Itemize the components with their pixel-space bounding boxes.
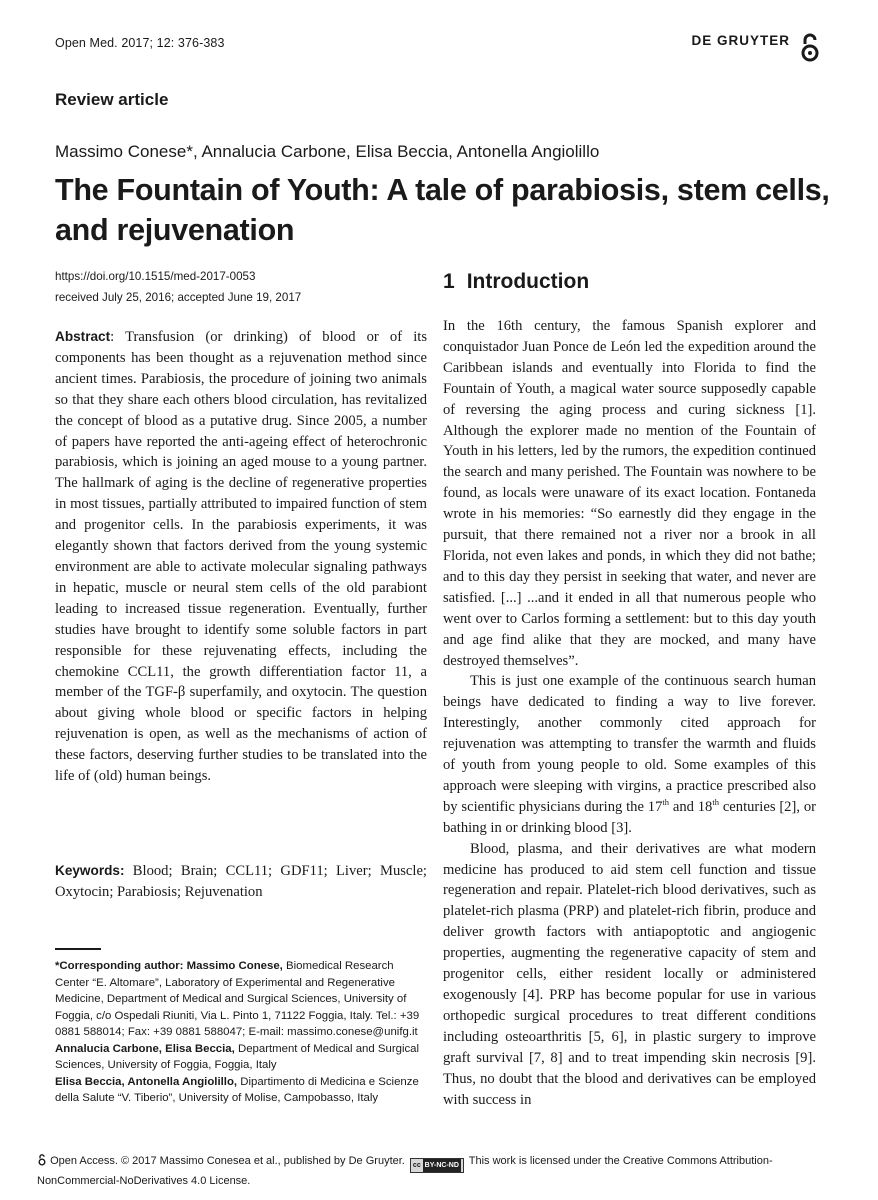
affiliation-text: Department of Medical and Surgical Sciences, University of Foggia, Foggia, Italy bbox=[55, 1042, 420, 1071]
affiliation-text: Dipartimento di Medicina e Scienze della Salute “V. Tiberio”, University of Molise, Campobasso, Italy bbox=[55, 1075, 419, 1104]
intro-paragraph-3: Blood, plasma, and their derivatives are what modern medicine has produced to aid stem cell function and tissue regeneration and repair. Platelet-rich blood derivatives, such as platelet-rich plasma (PRP) and platelet-rich fibrin, produce and deliver growth factors with antiapoptotic and angiogenic properties, augmenting the regenerative capacity of stem and progenitor cells, either resident locally or administered exogenously [4]. PRP has become popular for use in various orthopedic surgical procedures to treat different conditions including osteoarthritis [5, 6], in plastic surgery to improve graft survival [7, 8] and to treat impending skin necrosis [9]. Thus, no doubt that the blood and derivatives can be employed with success in bbox=[443, 840, 816, 1108]
abstract-label: Abstract bbox=[55, 329, 111, 344]
journal-reference: Open Med. 2017; 12: 376-383 bbox=[55, 36, 225, 50]
abstract-text: : Transfusion (or drinking) of blood or of its components has been thought as a rejuvenation method since ancient times. Parabiosis, the procedure of joining two animals so that they share each others blood circulation, has revitalized the concept of blood as a putative drug. Since 2005, a number of papers have reported the anti-ageing effect of heterochronic parabiosis, which is joining an aged mouse to a young partner. The hallmark of aging is the decline of regenerative properties in most tissues, partially attributed to impaired function of stem and progenitor cells. In the parabiosis experiments, it was elegantly shown that factors derived from the young systemic environment are able to activate molecular signaling pathways in hepatic, muscle or neural stem cells of the old parabiont leading to increased tissue regeneration. Eventually, further studies have brought to identify some soluble factors in part responsible for these rejuvenating effects, including the chemokine CCL11, the growth differentiation factor 11, a member of the TGF-β superfamily, and oxytocin. The question about giving whole blood or specific factors in helping rejuvenation is open, as well as the mechanisms of action of these factors, deserving further studies to be translated into the life of (old) human beings. bbox=[55, 329, 427, 785]
keywords-label: Keywords: bbox=[55, 863, 125, 878]
open-access-icon bbox=[37, 1154, 47, 1166]
intro-paragraph-2-text: This is just one example of the continuous search human beings have dedicated to finding a way to live forever. Interestingly, another commonly cited approach for rejuvenation was attempting to transfer the warmth and fluids of youth from young people to old. Some examples of this approach were sleeping with virgins, a practice prescribed also by scientific physicians during the 17 bbox=[443, 673, 816, 815]
introduction-body bbox=[443, 316, 816, 1110]
abstract bbox=[55, 327, 427, 787]
license-text: This work is licensed under the Creative Commons Attribution-NonCommercial-NoDerivatives 4.0 License. bbox=[37, 1155, 773, 1187]
affiliation-label: Elisa Beccia, Antonella Angiolillo, bbox=[55, 1075, 238, 1088]
publisher-name: DE GRUYTER bbox=[691, 33, 790, 48]
author-list: Massimo Conese*, Annalucia Carbone, Elisa Beccia, Antonella Angiolillo bbox=[55, 142, 600, 161]
article-title: The Fountain of Youth: A tale of parabiosis, stem cells, and rejuvenation bbox=[55, 173, 830, 247]
doi-link[interactable]: https://doi.org/10.1515/med-2017-0053 bbox=[55, 270, 256, 283]
intro-paragraph-2-text: centuries [2], or bathing in or drinking blood [3]. bbox=[443, 798, 816, 836]
affiliation-note bbox=[55, 1041, 429, 1074]
intro-paragraph-2 bbox=[443, 671, 816, 838]
superscript: th bbox=[712, 796, 719, 807]
section-heading bbox=[443, 270, 589, 294]
keywords bbox=[55, 860, 427, 903]
received-accepted-dates: received July 25, 2016; accepted June 19, 2017 bbox=[55, 291, 302, 304]
affiliation-note bbox=[55, 1074, 429, 1107]
cc-badge-right: BY-NC-ND bbox=[423, 1159, 461, 1172]
footnote-divider bbox=[55, 948, 101, 950]
cc-license-badge-icon[interactable] bbox=[410, 1158, 464, 1173]
corresponding-author-note bbox=[55, 958, 429, 1041]
cc-badge-left: cc bbox=[412, 1162, 421, 1169]
superscript: th bbox=[662, 796, 670, 807]
license-footer bbox=[37, 1153, 827, 1189]
section-title: Introduction bbox=[466, 270, 590, 293]
corresponding-author-text: Biomedical Research Center “E. Altomare”, Laboratory of Experimental and Regenerative Medicine, Department of Medical and Surgical Sciences, University of Foggia, c/o Ospedali Riuniti, Via L. Pinto 1, 71122 Foggia, Italy. Tel.: +39 0881 588014; Fax: +39 0881 588047; E-mail: massimo.conese@unifg.it bbox=[55, 960, 420, 1038]
open-access-icon bbox=[799, 33, 821, 63]
intro-paragraph-1: In the 16th century, the famous Spanish explorer and conquistador Juan Ponce de León led the expedition around the Caribbean islands and eventually into Florida to find the Fountain of Youth, a magical water source supposedly capable of reversing the aging process and curing sickness [1]. Although the explorer made no mention of the Fountain of Youth in his letters, led by the rumors, the expedition continued the search and many perished. The Fountain was nowhere to be found, as locals were unaware of its exact location. Fontaneda wrote in his memories: “So earnestly did they engage in the pursuit, that there remained not a river nor a brook in all Florida, not even lakes and ponds, in which they did not bathe; and to this day they persist in seeking that water, and never are satisfied. [...] ...and it ended in all that numerous people who went over to Carlos forming a settlement: but to this day youth and age find alike that they are mocked, and many have destroyed themselves”. bbox=[443, 318, 816, 669]
keywords-text: Blood; Brain; CCL11; GDF11; Liver; Muscle; Oxytocin; Parabiosis; Rejuvenation bbox=[55, 863, 427, 900]
intro-paragraph-2-text: and 18 bbox=[669, 798, 713, 815]
corresponding-author-label: *Corresponding author: Massimo Conese, bbox=[55, 960, 283, 972]
copyright-text: Open Access. © 2017 Massimo Conesea et al., published by De Gruyter. bbox=[50, 1155, 405, 1167]
affiliation-label: Annalucia Carbone, Elisa Beccia, bbox=[55, 1042, 235, 1055]
author-footnotes bbox=[55, 958, 429, 1107]
article-type: Review article bbox=[55, 90, 169, 109]
section-number: 1 bbox=[443, 270, 455, 293]
